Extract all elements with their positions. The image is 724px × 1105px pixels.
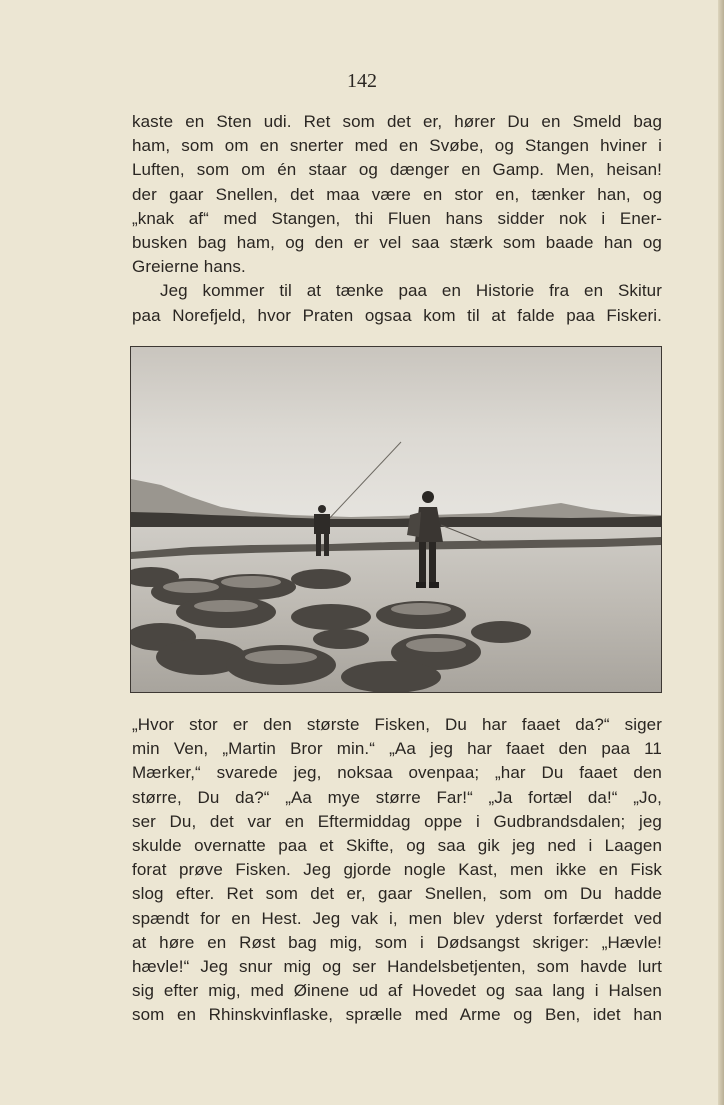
text-line: „Hvor stor er den største Fisken, Du har faaet da?“ siger <box>132 715 662 734</box>
text-line: spændt for en Hest. Jeg vak i, men blev yderst forfærdet ved <box>132 908 662 928</box>
text-line: at høre en Røst bag mig, som i Dødsangst skriger: „Hævle! <box>132 932 662 952</box>
photo-illustration <box>131 347 661 692</box>
page-edge <box>718 0 724 1105</box>
bottom-paragraph <box>132 713 662 1027</box>
photograph-anglers <box>130 346 662 693</box>
text-line: paa Norefjeld, hvor Praten ogsaa kom til at falde paa Fiskeri. <box>132 305 662 325</box>
page-number: 142 <box>347 70 377 92</box>
text-line: kaste en Sten udi. Ret som det er, hører Du en Smeld bag <box>132 112 662 131</box>
text-line: hævle!“ Jeg snur mig og ser Handelsbetjenten, som havde lurt <box>132 956 662 976</box>
text-line: ser Du, det var en Eftermiddag oppe i Gudbrandsdalen; jeg <box>132 811 662 831</box>
text-line: der gaar Snellen, det maa være en stor en, tænker han, og <box>132 184 662 204</box>
sky <box>131 347 661 522</box>
text-line: Mærker,“ svarede jeg, noksaa ovenpaa; „har Du faaet den <box>132 763 662 783</box>
text-line: Luften, som om én staar og dænger en Gamp. Men, heisan! <box>132 160 662 180</box>
text-line: som en Rhinskvinflaske, sprælle med Arme og Ben, idet han <box>132 1005 662 1025</box>
top-paragraph <box>132 110 662 328</box>
text-line: Jeg kommer til at tænke paa en Historie fra en Skitur <box>160 281 662 301</box>
text-line: Greierne hans. <box>132 257 246 277</box>
text-line: større, Du da?“ „Aa mye større Far!“ „Ja fortæl da!“ „Jo, <box>132 787 662 807</box>
text-line: ham, som om en snerter med en Svøbe, og Stangen hviner i <box>132 136 662 156</box>
text-line: sig efter mig, med Øinene ud af Hovedet og saa lang i Halsen <box>132 981 662 1001</box>
text-line: skulde overnatte paa et Skifte, og saa gik jeg ned i Laagen <box>132 835 662 855</box>
text-line: „knak af“ med Stangen, thi Fluen hans sidder nok i Ener- <box>132 208 662 228</box>
text-line: busken bag ham, og den er vel saa stærk som baade han og <box>132 232 662 252</box>
text-line: slog efter. Ret som det er, gaar Snellen, som om Du hadde <box>132 884 662 904</box>
text-line: min Ven, „Martin Bror min.“ „Aa jeg har faaet den paa 11 <box>132 739 662 759</box>
text-line: forat prøve Fisken. Jeg gjorde nogle Kast, men ikke en Fisk <box>132 860 662 880</box>
